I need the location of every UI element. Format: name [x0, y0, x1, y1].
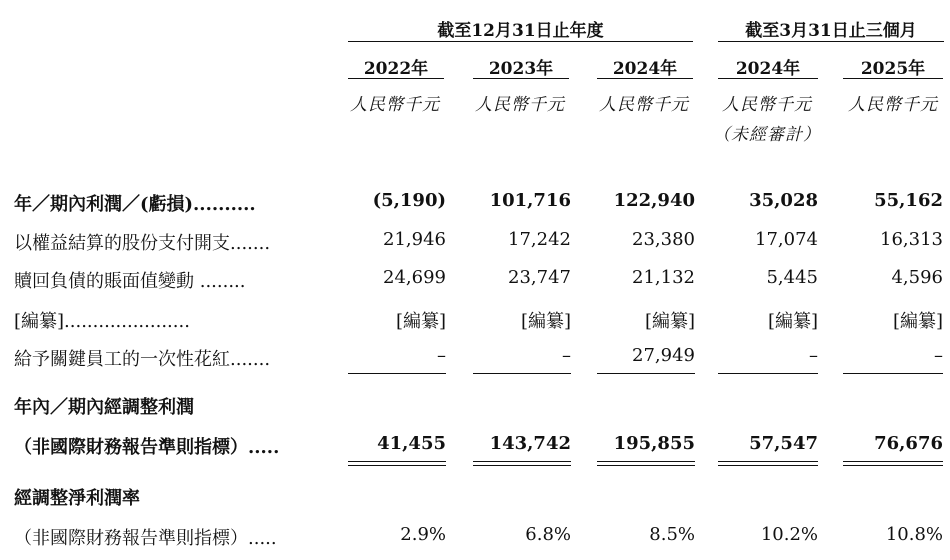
year-rule-4 — [718, 78, 818, 79]
total-double-rule-1 — [348, 461, 446, 466]
row-share-payment-value-1: 21,946 — [383, 229, 446, 250]
row-redemption-value-3: 21,132 — [632, 267, 695, 288]
header-group-quarter-rule — [718, 41, 944, 42]
row-share-payment-value-5: 16,313 — [880, 229, 943, 250]
total-double-rule-2 — [473, 461, 571, 466]
unit-3: 人民幣千元 — [599, 95, 689, 115]
row-profit-value-3: 122,940 — [613, 190, 695, 211]
subtotal-rule-5 — [843, 373, 943, 374]
row-profit-value-5: 55,162 — [874, 190, 943, 211]
row-share-payment-value-2: 17,242 — [508, 229, 571, 250]
row-label-profit: 年／期內利潤／(虧損).......... — [14, 194, 256, 215]
row-bonus-value-2: – — [562, 345, 571, 366]
year-header-3: 2024年 — [612, 59, 678, 79]
adjusted-profit-value-3: 195,855 — [613, 433, 695, 454]
adjusted-margin-value-1: 2.9% — [400, 524, 446, 545]
row-share-payment-value-3: 23,380 — [632, 229, 695, 250]
total-double-rule-4 — [718, 461, 818, 466]
adjusted-margin-value-3: 8.5% — [649, 524, 695, 545]
adjusted-margin-value-2: 6.8% — [525, 524, 571, 545]
year-header-1: 2022年 — [363, 59, 429, 79]
subtotal-rule-2 — [473, 373, 571, 374]
adjusted-profit-value-5: 76,676 — [874, 433, 943, 454]
row-redemption-value-5: 4,596 — [891, 267, 943, 288]
row-profit-value-2: 101,716 — [489, 190, 571, 211]
adjusted-margin-value-4: 10.2% — [760, 524, 818, 545]
row-label-share-payment: 以權益結算的股份支付開支....... — [14, 233, 271, 254]
subtotal-rule-4 — [718, 373, 818, 374]
year-rule-1 — [348, 78, 444, 79]
row-profit-value-4: 35,028 — [749, 190, 818, 211]
row-redacted-value-2: [編纂] — [520, 311, 571, 332]
unit-4: 人民幣千元 — [722, 95, 812, 115]
row-redacted-value-4: [編纂] — [767, 311, 818, 332]
row-label-redemption: 贖回負債的賬面值變動 ........ — [14, 271, 246, 292]
header-group-annual-rule — [348, 41, 693, 42]
adjusted-profit-value-2: 143,742 — [489, 433, 571, 454]
year-header-4: 2024年 — [735, 59, 801, 79]
header-group-annual: 截至12月31日止年度 — [437, 21, 604, 41]
total-double-rule-3 — [597, 461, 695, 466]
row-redemption-value-2: 23,747 — [508, 267, 571, 288]
row-bonus-value-4: – — [809, 345, 818, 366]
row-bonus-value-5: – — [934, 345, 943, 366]
row-redacted-value-3: [編纂] — [644, 311, 695, 332]
row-redacted-value-1: [編纂] — [395, 311, 446, 332]
row-redacted-value-5: [編纂] — [892, 311, 943, 332]
row-bonus-value-1: – — [437, 345, 446, 366]
subtotal-rule-1 — [348, 373, 446, 374]
adjusted-margin-sublabel: （非國際財務報告準則指標）..... — [14, 528, 277, 549]
row-profit-value-1: (5,190) — [372, 190, 446, 211]
year-rule-5 — [843, 78, 943, 79]
total-double-rule-5 — [843, 461, 943, 466]
year-header-2: 2023年 — [488, 59, 554, 79]
year-header-5: 2025年 — [860, 59, 926, 79]
adjusted-profit-value-1: 41,455 — [377, 433, 446, 454]
adjusted-profit-value-4: 57,547 — [749, 433, 818, 454]
row-label-bonus: 給予關鍵員工的一次性花紅....... — [14, 349, 271, 370]
row-redemption-value-1: 24,699 — [383, 267, 446, 288]
adjusted-profit-label: 年內／期內經調整利潤 — [14, 397, 194, 418]
row-redemption-value-4: 5,445 — [766, 267, 818, 288]
row-bonus-value-3: 27,949 — [632, 345, 695, 366]
unit-5: 人民幣千元 — [848, 95, 938, 115]
unit-1: 人民幣千元 — [350, 95, 440, 115]
adjusted-margin-value-5: 10.8% — [885, 524, 943, 545]
year-rule-3 — [597, 78, 693, 79]
subtotal-rule-3 — [597, 373, 695, 374]
adjusted-margin-label: 經調整淨利潤率 — [14, 488, 140, 509]
adjusted-profit-sublabel: （非國際財務報告準則指標）..... — [14, 437, 280, 458]
row-label-redacted: [編纂]...................... — [14, 311, 190, 332]
year-rule-2 — [473, 78, 569, 79]
header-group-quarter: 截至3月31日止三個月 — [745, 21, 917, 41]
unit-2: 人民幣千元 — [475, 95, 565, 115]
row-share-payment-value-4: 17,074 — [755, 229, 818, 250]
unaudited-note: （未經審計） — [713, 125, 821, 145]
